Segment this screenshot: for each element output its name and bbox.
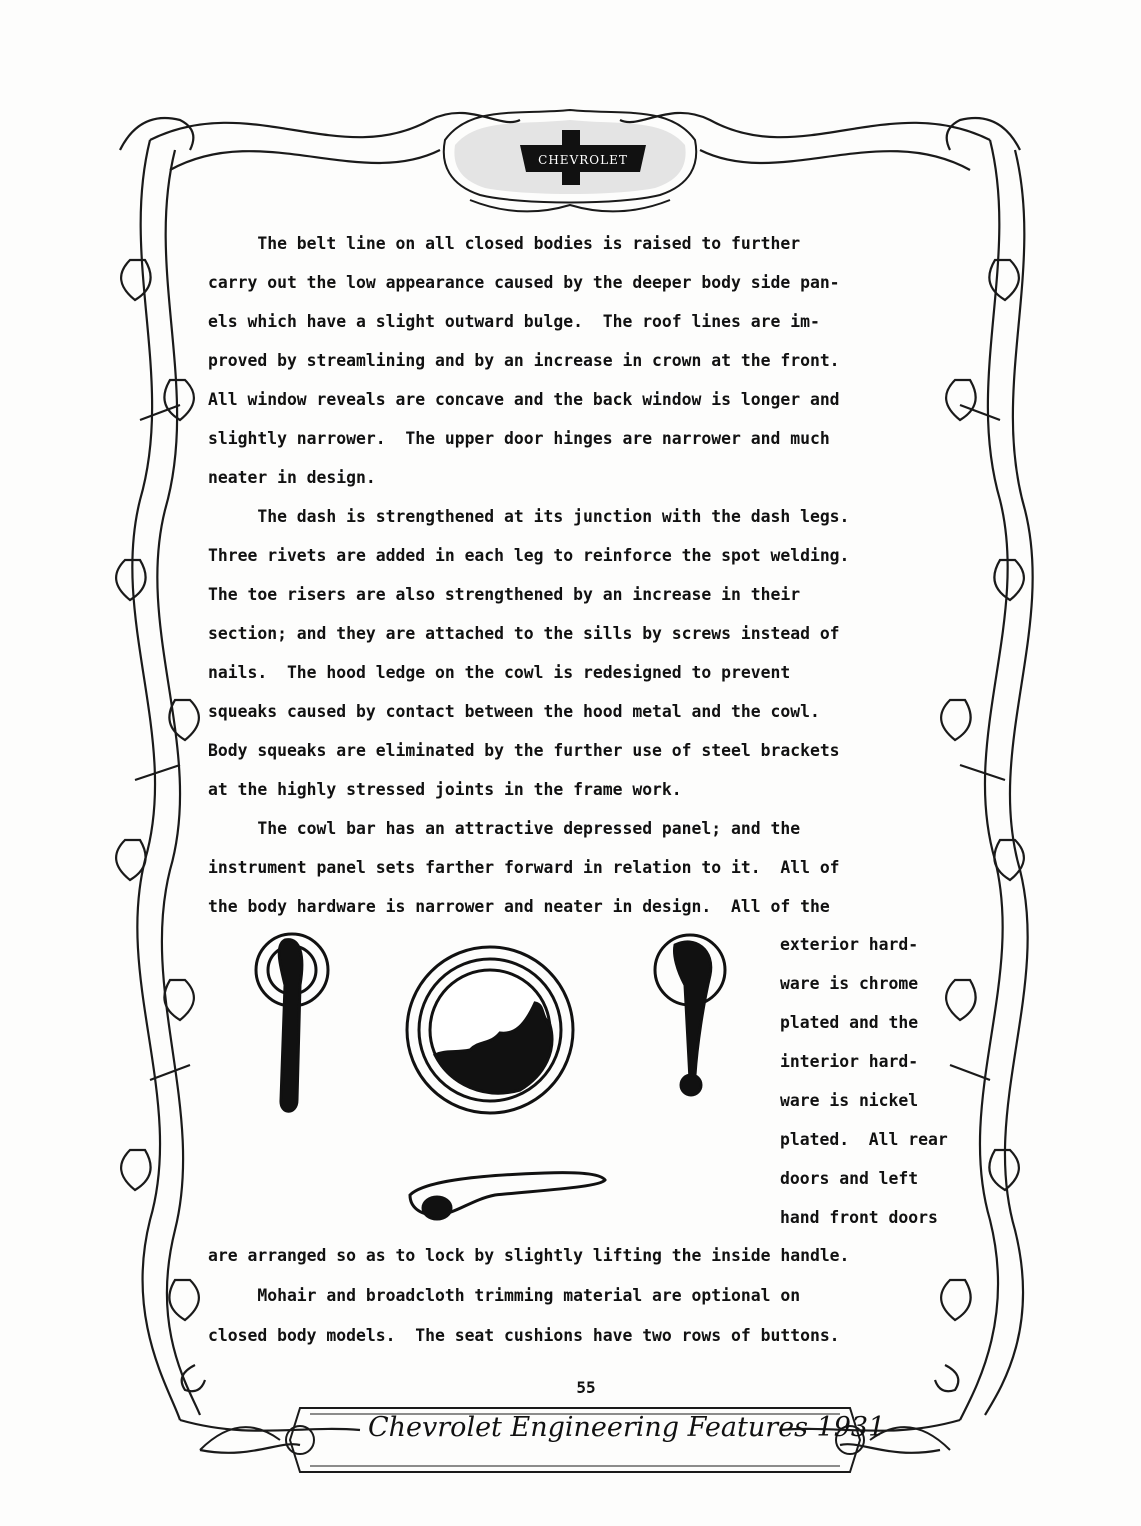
badge-label: CHEVROLET bbox=[538, 153, 628, 167]
text-line: ware is nickel bbox=[780, 1091, 919, 1110]
text-line: at the highly stressed joints in the frame work. bbox=[208, 780, 682, 799]
hardware-illustration bbox=[245, 925, 765, 1235]
text-line: Mohair and broadcloth trimming material are optional on bbox=[208, 1286, 801, 1305]
text-line: section; and they are attached to the sills by screws instead of bbox=[208, 624, 840, 643]
text-line: The dash is strengthened at its junction with the dash legs. bbox=[208, 507, 850, 526]
text-line: els which have a slight outward bulge. The roof lines are im- bbox=[208, 312, 820, 331]
text-line: carry out the low appearance caused by the deeper body side pan- bbox=[208, 273, 840, 292]
door-handle-left-icon bbox=[256, 934, 328, 1111]
text-line: proved by streamlining and by an increase in crown at the front. bbox=[208, 351, 840, 370]
door-handle-right-icon bbox=[655, 935, 725, 1095]
text-line: nails. The hood ledge on the cowl is redesigned to prevent bbox=[208, 663, 791, 682]
text-line: plated and the bbox=[780, 1013, 919, 1032]
text-line: ware is chrome bbox=[780, 974, 919, 993]
text-line: The belt line on all closed bodies is raised to further bbox=[208, 234, 801, 253]
text-line: The cowl bar has an attractive depressed panel; and the bbox=[208, 819, 801, 838]
footer-title: Chevrolet Engineering Features 1931 bbox=[368, 1412, 886, 1443]
text-line: the body hardware is narrower and neater in design. All of the bbox=[208, 897, 830, 916]
text-line: squeaks caused by contact between the hood metal and the cowl. bbox=[208, 702, 820, 721]
text-line: The toe risers are also strengthened by an increase in their bbox=[208, 585, 801, 604]
text-line: hand front doors bbox=[780, 1208, 938, 1227]
interior-handle-icon bbox=[410, 1173, 605, 1219]
text-line: Body squeaks are eliminated by the further use of steel brackets bbox=[208, 741, 840, 760]
text-line: closed body models. The seat cushions have two rows of buttons. bbox=[208, 1326, 840, 1345]
text-line: interior hard- bbox=[780, 1052, 919, 1071]
text-line: instrument panel sets farther forward in relation to it. All of bbox=[208, 858, 840, 877]
round-escutcheon-icon bbox=[407, 947, 573, 1113]
text-line: Three rivets are added in each leg to reinforce the spot welding. bbox=[208, 546, 850, 565]
text-line: plated. All rear bbox=[780, 1130, 948, 1149]
text-line: All window reveals are concave and the back window is longer and bbox=[208, 390, 840, 409]
text-line: exterior hard- bbox=[780, 935, 919, 954]
text-line: slightly narrower. The upper door hinges are narrower and much bbox=[208, 429, 830, 448]
text-line: doors and left bbox=[780, 1169, 919, 1188]
text-line: are arranged so as to lock by slightly lifting the inside handle. bbox=[208, 1246, 850, 1265]
text-line: neater in design. bbox=[208, 468, 376, 487]
page-number: 55 bbox=[576, 1378, 596, 1397]
